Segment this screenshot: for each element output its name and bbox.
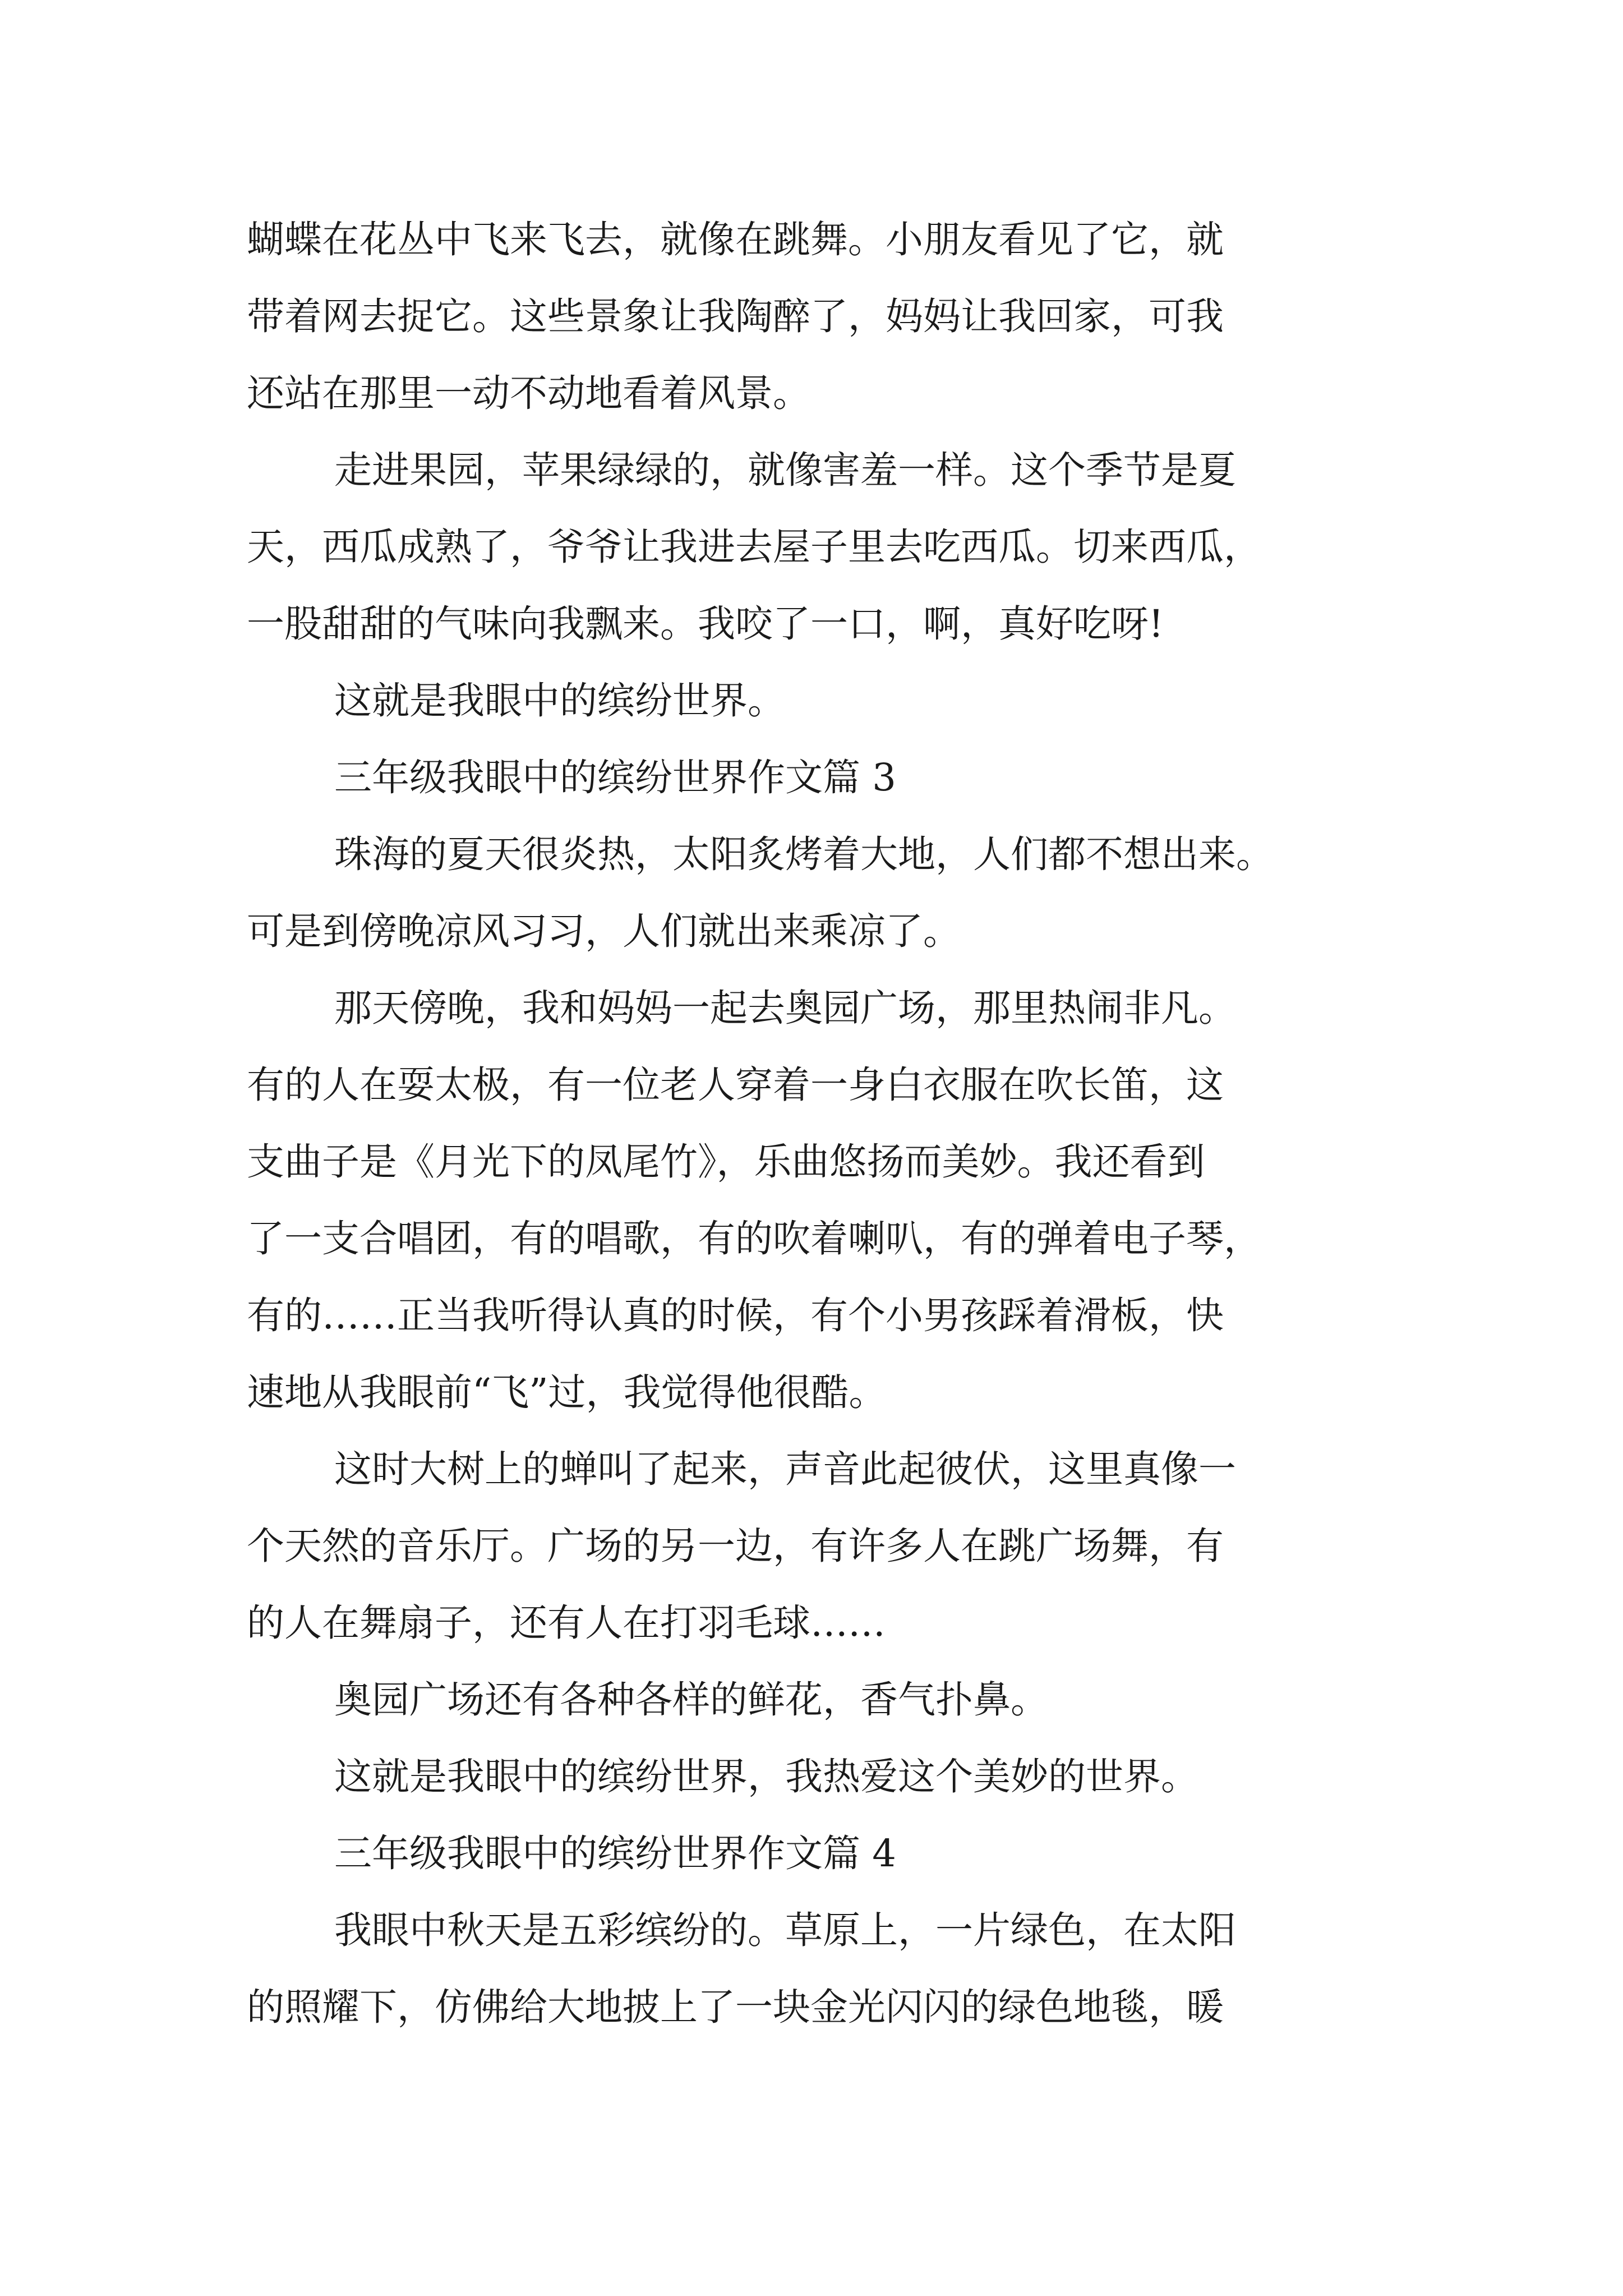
text-line: 那天傍晚，我和妈妈一起去奥园广场，那里热闹非凡。 (334, 986, 1236, 1030)
text-line: 珠海的夏天很炎热，太阳炙烤着大地，人们都不想出来。 (334, 832, 1274, 876)
text-line: 的照耀下，仿佛给大地披上了一块金光闪闪的绿色地毯，暖 (247, 1985, 1224, 2029)
text-line: 可是到傍晚凉风习习，人们就出来乘凉了。 (247, 909, 961, 953)
text-line: 走进果园，苹果绿绿的，就像害羞一样。这个季节是夏 (334, 448, 1236, 492)
text-line: 支曲子是《月光下的凤尾竹》，乐曲悠扬而美妙。我还看到 (247, 1140, 1205, 1184)
text-line: 了一支合唱团，有的唱歌，有的吹着喇叭，有的弹着电子琴， (247, 1217, 1261, 1260)
text-line: 这时大树上的蝉叫了起来，声音此起彼伏，这里真像一 (334, 1447, 1236, 1491)
text-line: 有的人在耍太极，有一位老人穿着一身白衣服在吹长笛，这 (247, 1063, 1224, 1107)
text-line: 这就是我眼中的缤纷世界，我热爱这个美妙的世界。 (334, 1755, 1198, 1798)
text-line: 一股甜甜的气味向我飘来。我咬了一口，啊，真好吃呀! (247, 602, 1164, 646)
text-line: 我眼中秋天是五彩缤纷的。草原上，一片绿色，在太阳 (334, 1908, 1236, 1952)
text-line: 还站在那里一动不动地看着风景。 (247, 371, 810, 415)
text-line: 这就是我眼中的缤纷世界。 (334, 679, 785, 723)
text-line: 速地从我眼前“飞”过，我觉得他很酷。 (247, 1370, 887, 1414)
text-line: 蝴蝶在花丛中飞来飞去，就像在跳舞。小朋友看见了它，就 (247, 218, 1224, 261)
section-heading: 三年级我眼中的缤纷世界作文篇 3 (334, 756, 896, 799)
text-line: 带着网去捉它。这些景象让我陶醉了，妈妈让我回家，可我 (247, 295, 1224, 338)
text-line: 有的……正当我听得认真的时候，有个小男孩踩着滑板，快 (247, 1294, 1224, 1337)
text-line: 奥园广场还有各种各样的鲜花，香气扑鼻。 (334, 1678, 1048, 1722)
text-line: 个天然的音乐厅。广场的另一边，有许多人在跳广场舞，有 (247, 1524, 1224, 1568)
text-line: 天，西瓜成熟了，爷爷让我进去屋子里去吃西瓜。切来西瓜， (247, 525, 1261, 569)
section-heading: 三年级我眼中的缤纷世界作文篇 4 (334, 1832, 896, 1875)
text-line: 的人在舞扇子，还有人在打羽毛球…… (247, 1601, 886, 1645)
